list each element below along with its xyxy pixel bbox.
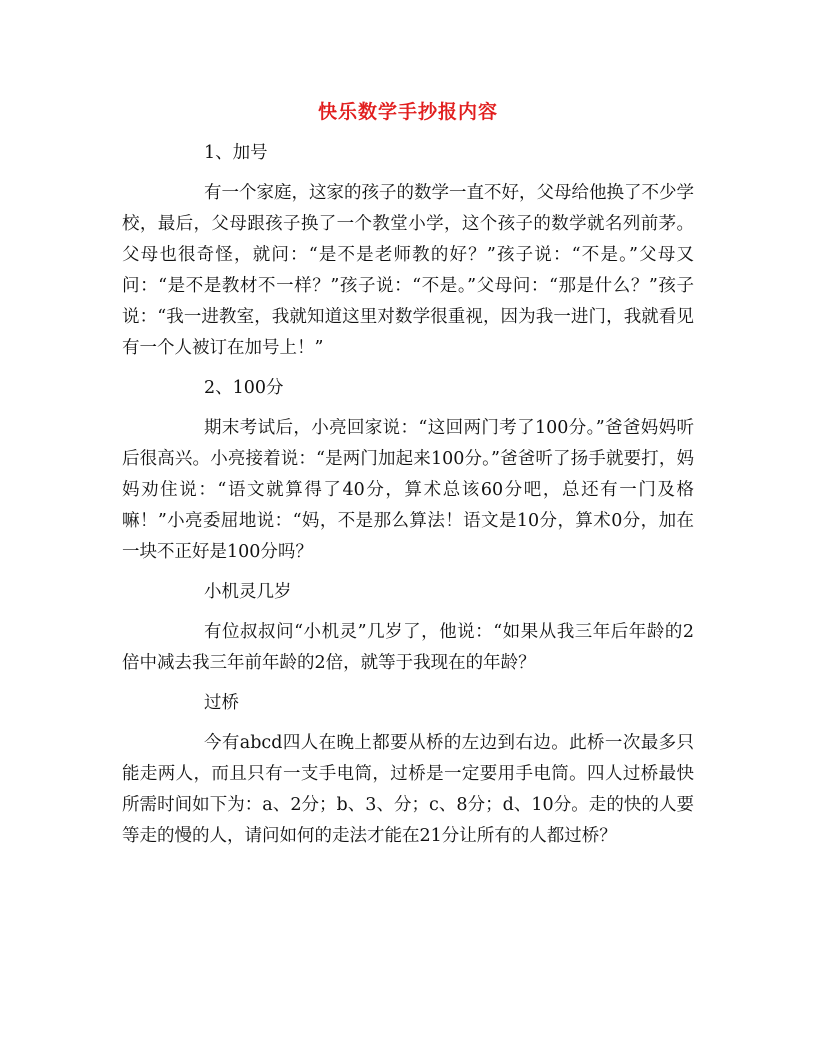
section-heading-bridge: 过桥 — [204, 693, 239, 713]
section-heading-how-old: 小机灵几岁 — [204, 582, 292, 602]
page-title: 快乐数学手抄报内容 — [317, 101, 498, 123]
section-text-bridge: 今有abcd四人在晚上都要从桥的左边到右边。此桥一次最多只能走两人，而且只有一支手电筒，过桥是一定要用手电筒。四人过桥最快所需时间如下为：a、2分；b、3、分；c、8分；d、10分。走的快的人要等走的慢的人，请问如何的走法才能在21分让所有的人都过桥？ — [122, 733, 694, 846]
document-body — [122, 138, 694, 852]
section-heading-plus-sign: 1、加号 — [204, 143, 268, 163]
section-text-plus-sign: 有一个家庭，这家的孩子的数学一直不好，父母给他换了不少学校，最后，父母跟孩子换了一个教堂小学，这个孩子的数学就名列前茅。父母也很奇怪，就问：“是不是老师教的好？”孩子说：“不是。”父母又问：“是不是教材不一样？”孩子说：“不是。”父母问：“那是什么？”孩子说：“我一进教室，我就知道这里对数学很重视，因为我一进门，我就看见有一个人被订在加号上！” — [122, 183, 694, 358]
section-text-100-points: 期末考试后，小亮回家说：“这回两门考了100分。”爸爸妈妈听后很高兴。小亮接着说：“是两门加起来100分。”爸爸听了扬手就要打，妈妈劝住说：“语文就算得了40分，算术总该60分吧，总还有一门及格嘛！”小亮委屈地说：“妈，不是那么算法！语文是10分，算术0分，加在一块不正好是100分吗？ — [122, 418, 694, 562]
section-text-how-old: 有位叔叔问“小机灵”几岁了，他说：“如果从我三年后年龄的2倍中减去我三年前年龄的2倍，就等于我现在的年龄？ — [122, 622, 694, 673]
section-heading-100-points: 2、100分 — [204, 378, 284, 398]
